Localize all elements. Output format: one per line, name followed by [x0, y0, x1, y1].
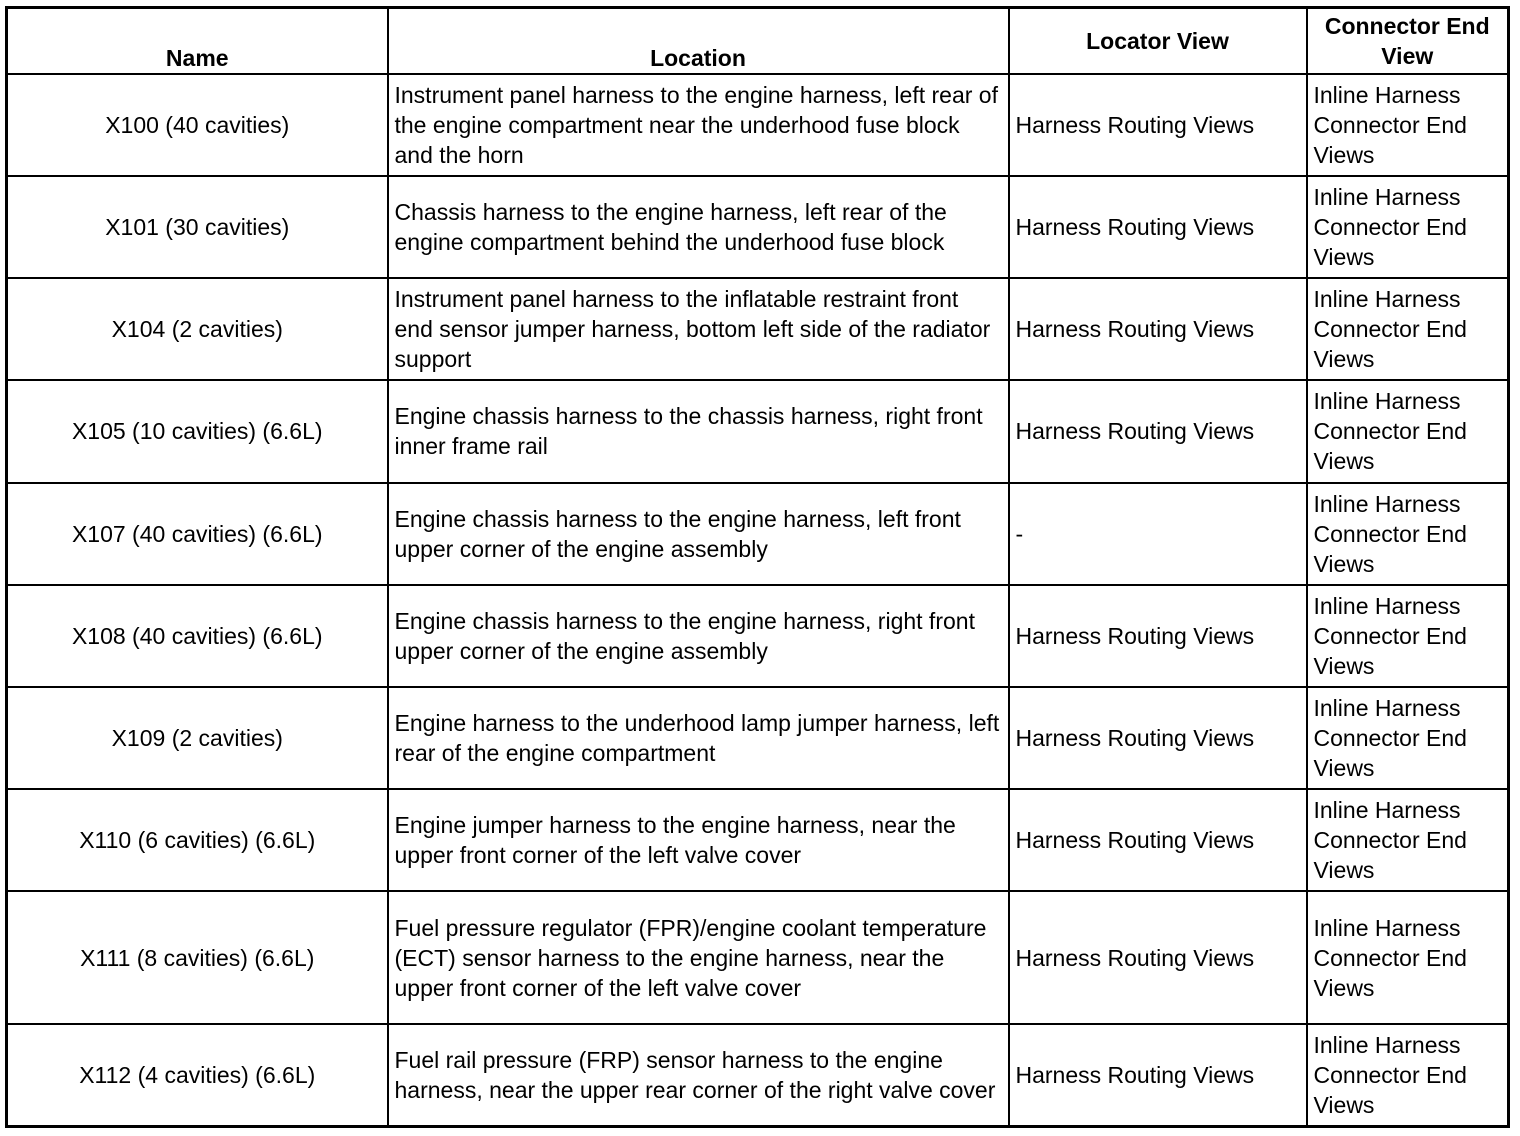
- cell-connector-end-view-link[interactable]: Inline Harness Connector End Views: [1307, 1024, 1509, 1126]
- table-row: [7, 483, 1509, 585]
- cell-connector-end-view-link[interactable]: Inline Harness Connector End Views: [1307, 74, 1509, 176]
- cell-location: Fuel pressure regulator (FPR)/engine coolant temperature (ECT) sensor harness to the engine harness, near the upper front corner of the left valve cover: [388, 891, 1009, 1024]
- cell-connector-end-view-link[interactable]: Inline Harness Connector End Views: [1307, 585, 1509, 687]
- cell-locator-view-link[interactable]: Harness Routing Views: [1009, 1024, 1307, 1126]
- header-locator-view: Locator View: [1009, 8, 1307, 75]
- cell-location: Engine jumper harness to the engine harness, near the upper front corner of the left valve cover: [388, 789, 1009, 891]
- cell-connector-end-view-link[interactable]: Inline Harness Connector End Views: [1307, 380, 1509, 482]
- cell-name: X100 (40 cavities): [7, 74, 388, 176]
- table-row: [7, 687, 1509, 789]
- table-row: [7, 176, 1509, 278]
- cell-connector-end-view-link[interactable]: Inline Harness Connector End Views: [1307, 176, 1509, 278]
- cell-location: Engine chassis harness to the chassis harness, right front inner frame rail: [388, 380, 1009, 482]
- cell-location: Engine chassis harness to the engine harness, left front upper corner of the engine assembly: [388, 483, 1009, 585]
- connector-table: [5, 6, 1510, 1128]
- table-row: [7, 74, 1509, 176]
- table-row: [7, 891, 1509, 1024]
- table-row: [7, 380, 1509, 482]
- cell-location: Fuel rail pressure (FRP) sensor harness to the engine harness, near the upper rear corner of the right valve cover: [388, 1024, 1009, 1126]
- cell-name: X109 (2 cavities): [7, 687, 388, 789]
- cell-name: X107 (40 cavities) (6.6L): [7, 483, 388, 585]
- cell-name: X112 (4 cavities) (6.6L): [7, 1024, 388, 1126]
- cell-location: Chassis harness to the engine harness, left rear of the engine compartment behind the underhood fuse block: [388, 176, 1009, 278]
- cell-name: X101 (30 cavities): [7, 176, 388, 278]
- header-name: Name: [7, 8, 388, 75]
- cell-name: X110 (6 cavities) (6.6L): [7, 789, 388, 891]
- cell-locator-view-link[interactable]: Harness Routing Views: [1009, 789, 1307, 891]
- table-row: [7, 585, 1509, 687]
- header-location: Location: [388, 8, 1009, 75]
- table-row: [7, 278, 1509, 380]
- cell-connector-end-view-link[interactable]: Inline Harness Connector End Views: [1307, 789, 1509, 891]
- cell-locator-view-link[interactable]: Harness Routing Views: [1009, 380, 1307, 482]
- cell-locator-view-link[interactable]: Harness Routing Views: [1009, 74, 1307, 176]
- header-row: [7, 8, 1509, 75]
- table-row: [7, 789, 1509, 891]
- cell-connector-end-view-link[interactable]: Inline Harness Connector End Views: [1307, 891, 1509, 1024]
- cell-location: Engine harness to the underhood lamp jumper harness, left rear of the engine compartment: [388, 687, 1009, 789]
- cell-locator-view-link[interactable]: Harness Routing Views: [1009, 585, 1307, 687]
- cell-name: X111 (8 cavities) (6.6L): [7, 891, 388, 1024]
- cell-locator-view-link[interactable]: Harness Routing Views: [1009, 176, 1307, 278]
- table-row: [7, 1024, 1509, 1126]
- cell-locator-view-link[interactable]: Harness Routing Views: [1009, 278, 1307, 380]
- cell-location: Instrument panel harness to the engine harness, left rear of the engine compartment near the underhood fuse block and the horn: [388, 74, 1009, 176]
- connector-table-sheet: [5, 6, 1507, 1128]
- cell-location: Engine chassis harness to the engine harness, right front upper corner of the engine assembly: [388, 585, 1009, 687]
- cell-connector-end-view-link[interactable]: Inline Harness Connector End Views: [1307, 483, 1509, 585]
- cell-name: X108 (40 cavities) (6.6L): [7, 585, 388, 687]
- cell-location: Instrument panel harness to the inflatable restraint front end sensor jumper harness, bottom left side of the radiator support: [388, 278, 1009, 380]
- cell-locator-view-link[interactable]: Harness Routing Views: [1009, 891, 1307, 1024]
- cell-name: X104 (2 cavities): [7, 278, 388, 380]
- cell-connector-end-view-link[interactable]: Inline Harness Connector End Views: [1307, 687, 1509, 789]
- cell-locator-view: -: [1009, 483, 1307, 585]
- cell-connector-end-view-link[interactable]: Inline Harness Connector End Views: [1307, 278, 1509, 380]
- cell-locator-view-link[interactable]: Harness Routing Views: [1009, 687, 1307, 789]
- cell-name: X105 (10 cavities) (6.6L): [7, 380, 388, 482]
- header-connector-end-view: Connector End View: [1307, 8, 1509, 75]
